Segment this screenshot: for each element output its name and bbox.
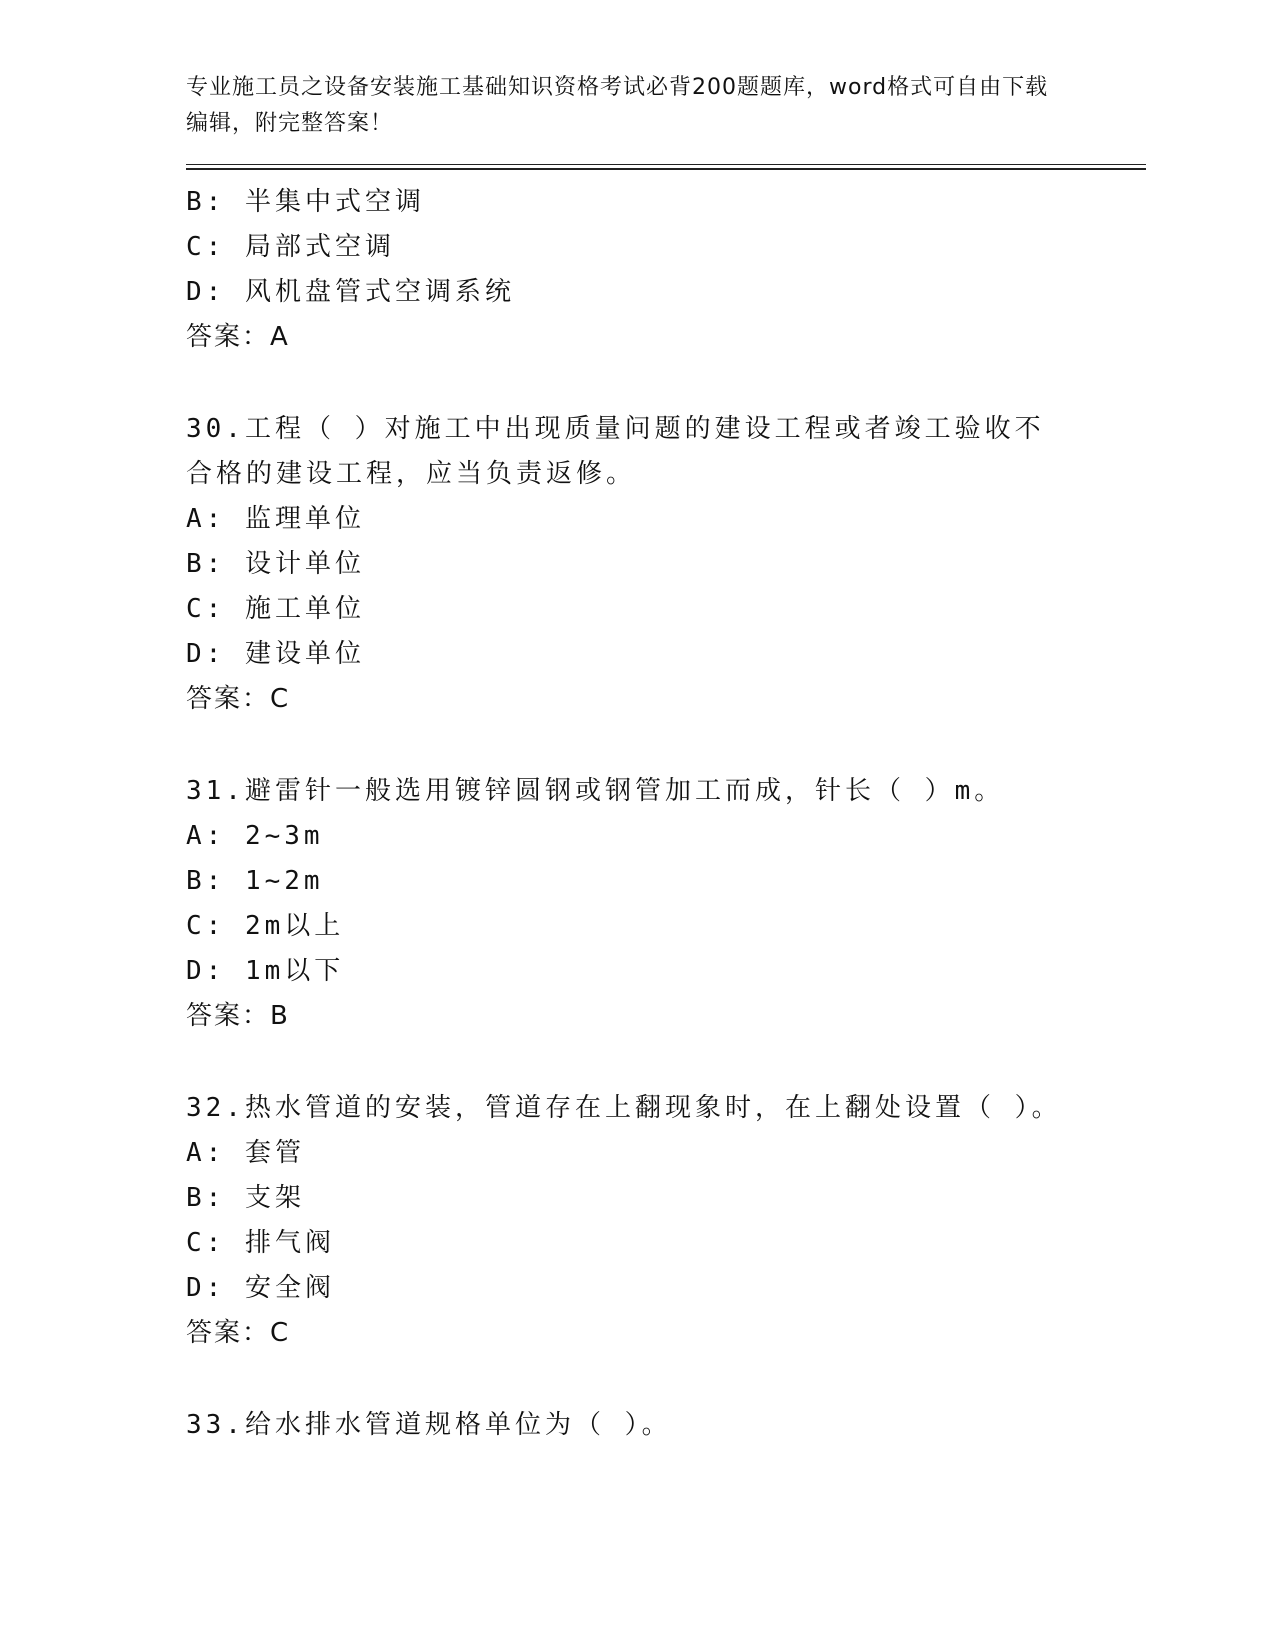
answer-line: 答案：C <box>186 684 291 714</box>
option-d: D: 安全阀 <box>186 1273 335 1303</box>
option-a: A: 监理单位 <box>186 504 365 534</box>
question-31 <box>186 769 1146 1039</box>
question-stem: 31.避雷针一般选用镀锌圆钢或钢管加工而成，针长（ ）m。 <box>186 776 1005 806</box>
header-rule <box>186 164 1146 170</box>
answer-line: 答案：B <box>186 1001 290 1031</box>
option-c: C: 排气阀 <box>186 1228 335 1258</box>
question-stem: 30.工程（ ）对施工中出现质量问题的建设工程或者竣工验收不合格的建设工程，应当负责返修。 <box>186 414 1045 489</box>
option-d: D: 风机盘管式空调系统 <box>186 277 515 307</box>
document-page <box>186 70 1146 1448</box>
option-b: B: 半集中式空调 <box>186 187 425 217</box>
option-b: B: 设计单位 <box>186 549 365 579</box>
option-c: C: 局部式空调 <box>186 232 395 262</box>
question-stem: 33.给水排水管道规格单位为（ ）。 <box>186 1410 672 1440</box>
answer-line: 答案：A <box>186 322 290 352</box>
option-b: B: 1~2m <box>186 866 324 896</box>
question-33 <box>186 1403 1146 1448</box>
option-a: A: 2~3m <box>186 821 324 851</box>
answer-line: 答案：C <box>186 1318 291 1348</box>
option-d: D: 1m以下 <box>186 956 345 986</box>
prev-question-tail <box>186 180 1146 360</box>
option-c: C: 施工单位 <box>186 594 365 624</box>
option-b: B: 支架 <box>186 1183 305 1213</box>
option-a: A: 套管 <box>186 1138 305 1168</box>
question-30 <box>186 407 1146 722</box>
question-list <box>186 180 1146 1448</box>
option-c: C: 2m以上 <box>186 911 345 941</box>
question-stem: 32.热水管道的安装，管道存在上翻现象时，在上翻处设置（ ）。 <box>186 1093 1062 1123</box>
question-32 <box>186 1086 1146 1356</box>
option-d: D: 建设单位 <box>186 639 365 669</box>
document-header: 专业施工员之设备安装施工基础知识资格考试必背200题题库，word格式可自由下载编辑，附完整答案！ <box>186 75 1049 136</box>
